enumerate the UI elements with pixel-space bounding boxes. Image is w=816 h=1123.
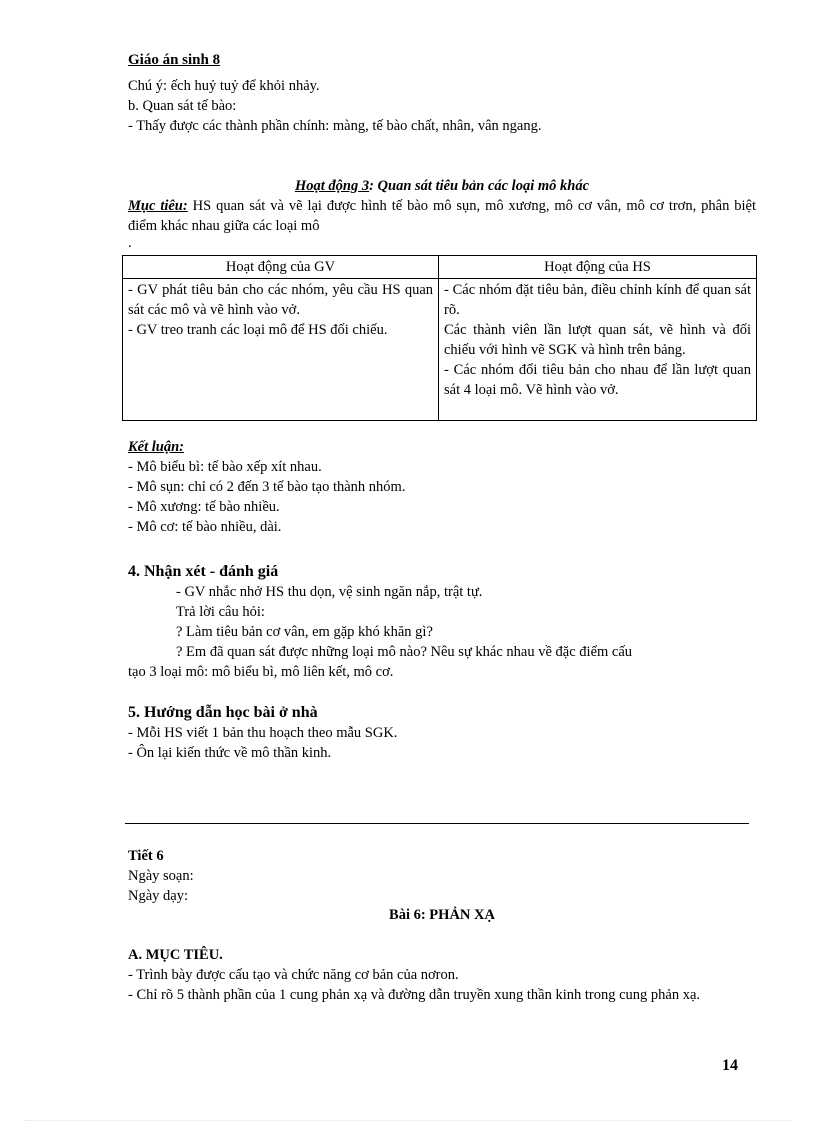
objective-dot: . — [128, 235, 132, 251]
activity3-title — [128, 176, 756, 196]
section4 — [128, 562, 756, 682]
section4-title: 4. Nhận xét - đánh giá — [128, 563, 279, 580]
objective-text: HS quan sát và vẽ lại được hình tế bào mô sụn, mô xương, mô cơ vân, mô cơ trơn, phân biệt điểm khác nhau giữa các loại mô — [128, 198, 756, 234]
conclusion-item: - Mô cơ: tế bào nhiều, dài. — [128, 519, 282, 535]
section-divider — [125, 823, 749, 824]
objective-item: - Chỉ rõ 5 thành phần của 1 cung phản xạ và đường dẫn truyền xung thần kinh trong cung phản xạ. — [128, 987, 701, 1003]
section4-line: - GV nhắc nhở HS thu dọn, vệ sinh ngăn nắp, trật tự. — [176, 584, 483, 600]
document-header — [128, 50, 756, 70]
lesson-teach-date: Ngày dạy: — [128, 888, 188, 904]
note-line: Chú ý: ếch huỷ tuỷ để khỏi nhảy. — [128, 78, 320, 94]
section4-line: Trả lời câu hỏi: — [176, 604, 265, 620]
lesson-title: Bài 6: PHẢN XẠ — [389, 907, 495, 923]
objective-item: - Trình bày được cấu tạo và chức năng cơ bản của nơron. — [128, 967, 459, 983]
conclusion — [128, 437, 756, 537]
section5-item: - Mỗi HS viết 1 bản thu hoạch theo mẫu SGK. — [128, 725, 398, 741]
hs-activity-item: Các thành viên lần lượt quan sát, vẽ hình và đối chiếu với hình vẽ SGK và hình trên bảng. — [444, 322, 751, 358]
activity-table — [122, 255, 757, 421]
section4-question: ? Làm tiêu bản cơ vân, em gặp khó khăn gì? — [176, 624, 433, 640]
lesson-prep-date: Ngày soạn: — [128, 868, 194, 884]
objectives-heading: A. MỤC TIÊU. — [128, 947, 223, 963]
gv-activity-item: - GV phát tiêu bản cho các nhóm, yêu cầu HS quan sát các mô và vẽ hình vào vở. — [128, 282, 433, 318]
section4-question: ? Em đã quan sát được những loại mô nào? Nêu sự khác nhau về đặc điểm cấu — [176, 644, 633, 660]
objective-label: Mục tiêu: — [128, 198, 188, 214]
page-number: 14 — [722, 1057, 738, 1074]
hs-activity-item: - Các nhóm đặt tiêu bản, điều chỉnh kính để quan sát rõ. — [444, 282, 751, 318]
table-header-hs: Hoạt động của HS — [439, 256, 757, 279]
lesson-header — [128, 846, 756, 906]
conclusion-item: - Mô biểu bì: tế bào xếp xít nhau. — [128, 459, 322, 475]
hs-activity-item: - Các nhóm đổi tiêu bản cho nhau để lần lượt quan sát 4 loại mô. Vẽ hình vào vở. — [444, 362, 751, 398]
section5 — [128, 703, 756, 763]
header-title: Giáo án sinh 8 — [128, 52, 221, 68]
conclusion-label: Kết luận: — [128, 439, 184, 455]
observation-notes — [128, 76, 756, 136]
note-line: - Thấy được các thành phần chính: màng, tế bào chất, nhân, vân ngang. — [128, 118, 542, 134]
activity3-title-text: : Quan sát tiêu bản các loại mô khác — [369, 178, 590, 194]
table-header-gv: Hoạt động của GV — [123, 256, 439, 279]
page-bottom-edge — [24, 1120, 792, 1121]
note-line: b. Quan sát tế bào: — [128, 98, 237, 114]
lesson-period: Tiết 6 — [128, 848, 164, 864]
activity3-title-label: Hoạt động 3 — [294, 178, 370, 194]
gv-activity-item: - GV treo tranh các loại mô để HS đối chiếu. — [128, 322, 388, 338]
hs-activities — [439, 279, 757, 421]
conclusion-item: - Mô xương: tế bào nhiều. — [128, 499, 280, 515]
section4-line: tạo 3 loại mô: mô biểu bì, mô liên kết, mô cơ. — [128, 664, 394, 680]
gv-activities — [123, 279, 439, 421]
conclusion-item: - Mô sụn: chỉ có 2 đến 3 tế bào tạo thành nhóm. — [128, 479, 406, 495]
activity3-objective — [128, 196, 756, 236]
section5-item: - Ôn lại kiến thức về mô thần kinh. — [128, 745, 332, 761]
lesson-objectives — [128, 945, 756, 1005]
section5-title: 5. Hướng dẫn học bài ở nhà — [128, 704, 318, 721]
